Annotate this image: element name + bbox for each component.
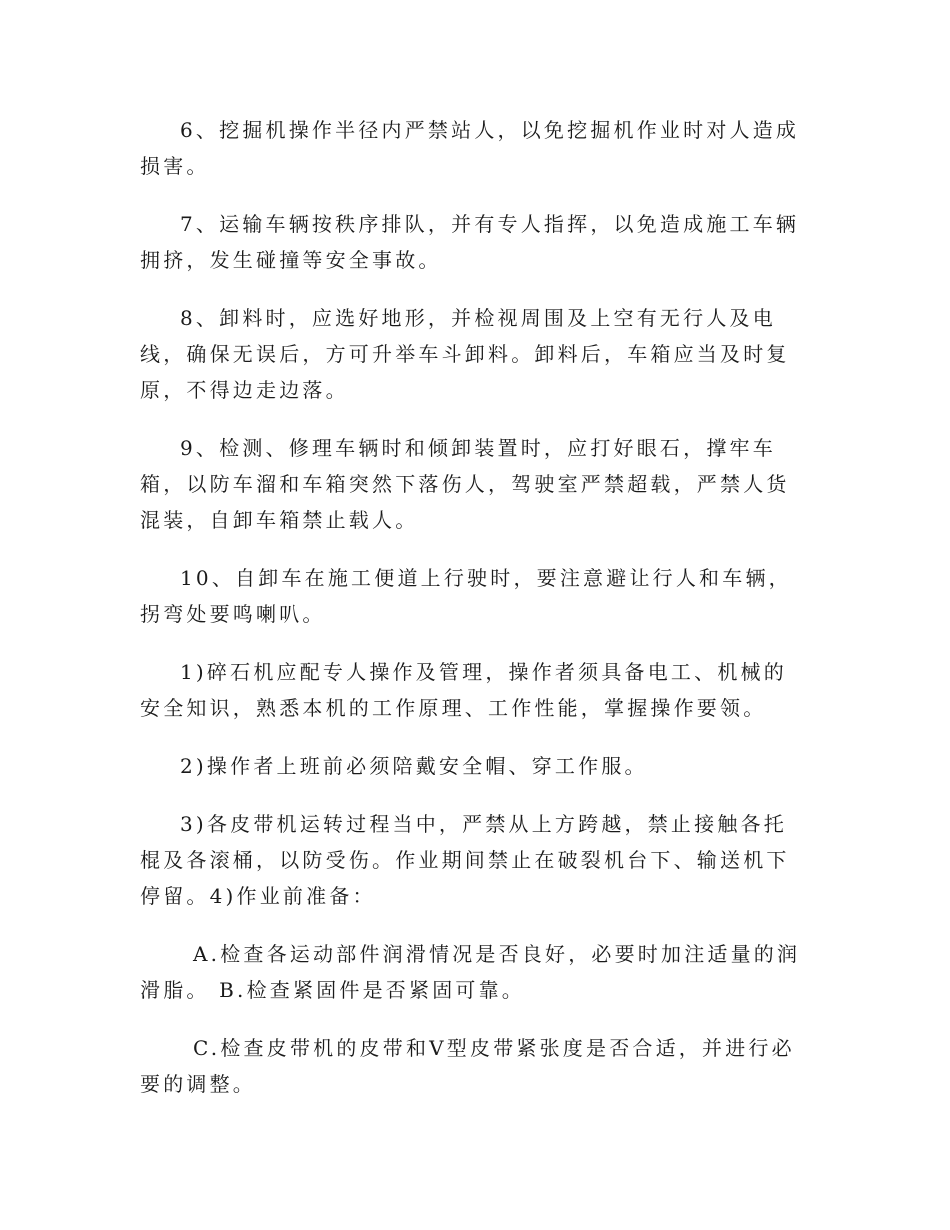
paragraph-item-10: 10、自卸车在施工便道上行驶时，要注意避让行人和车辆，拐弯处要鸣喇叭。 [140,566,792,626]
paragraph-subitem-1: 1)碎石机应配专人操作及管理，操作者须具备电工、机械的安全知识，熟悉本机的工作原理、工作性能，掌握操作要领。 [140,660,787,720]
paragraph-item-8: 8、卸料时，应选好地形，并检视周围及上空有无行人及电线，确保无误后，方可升举车斗卸料。卸料后，车箱应当及时复原，不得边走边落。 [140,306,790,402]
document-body [140,112,805,1102]
paragraph-item-6: 6、挖掘机操作半径内严禁站人，以免挖掘机作业时对人造成损害。 [140,118,800,178]
paragraph-subitem-a-b: A.检查各运动部件润滑情况是否良好，必要时加注适量的润滑脂。 B.检查紧固件是否紧固可靠。 [140,942,801,1002]
paragraph-subitem-2: 2)操作者上班前必须陪戴安全帽、穿工作服。 [180,754,648,778]
paragraph-item-9: 9、检测、修理车辆时和倾卸装置时，应打好眼石，撑牢车箱，以防车溜和车箱突然下落伤人，驾驶室严禁超载，严禁人货混装，自卸车箱禁止载人。 [140,436,790,532]
paragraph-item-7: 7、运输车辆按秩序排队，并有专人指挥，以免造成施工车辆拥挤，发生碰撞等安全事故。 [140,212,800,272]
paragraph-subitem-3: 3)各皮带机运转过程当中，严禁从上方跨越，禁止接触各托棍及各滚桶，以防受伤。作业期间禁止在破裂机台下、输送机下停留。4)作业前准备： [140,812,790,908]
paragraph-subitem-c: C.检查皮带机的皮带和V型皮带紧张度是否合适，并进行必要的调整。 [140,1036,795,1096]
